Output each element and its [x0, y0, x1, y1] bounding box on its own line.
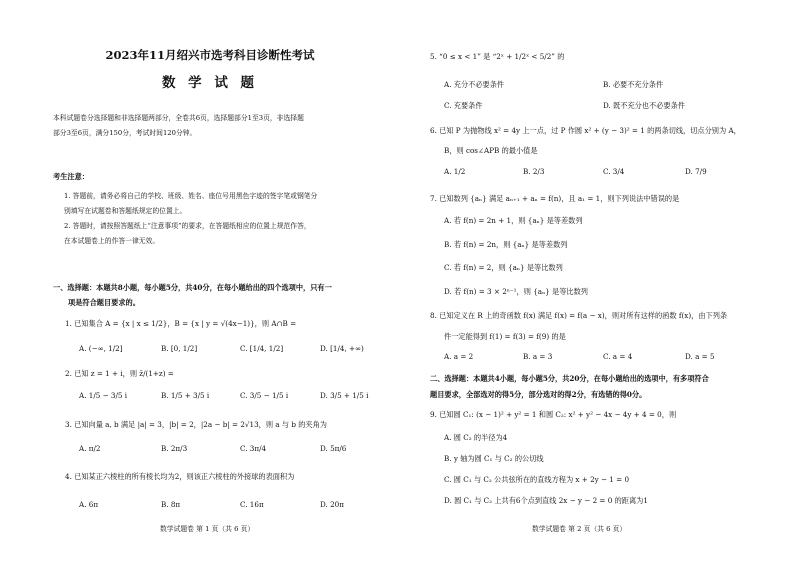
q5-stem: 5. “0 ≤ x < 1” 是 “2ˣ + 1/2ˣ < 5/2” 的: [430, 52, 565, 61]
q6-stem-line-2: B，则 cos∠APB 的最小值是: [444, 146, 538, 155]
exam-title: 2023年11月绍兴市选考科目诊断性考试: [105, 48, 315, 62]
q3-option-b: B. 2π/3: [161, 444, 188, 453]
q1-option-d: D. [1/4, +∞): [320, 344, 364, 353]
q7-option-d: D. 若 f(n) = 3 × 2ⁿ⁻¹，则 {aₙ} 是等比数列: [444, 287, 588, 296]
q8-option-b: B. a = 3: [523, 352, 553, 361]
q2-stem: 2. 已知 z = 1 + i，则 z̄/(1+z) =: [65, 369, 174, 378]
notice-line-1: 1. 答题前，请务必将自己的学校、班级、姓名、座位号用黑色字迹的签字笔或钢笔分: [64, 192, 318, 200]
notice-heading: 考生注意：: [53, 172, 89, 181]
q3-stem: 3. 已知向量 a, b 满足 |a| = 3，|b| = 2，|2a − b| = 2√13，则 a 与 b 的夹角为: [65, 420, 327, 429]
intro-line-2: 部分3至6页，满分150分，考试时间120分钟。: [53, 129, 197, 137]
q8-option-a: A. a = 2: [444, 352, 474, 361]
section-2-line-2: 题目要求，全部选对的得5分，部分选对的得2分，有选错的得0分。: [430, 390, 647, 399]
q9-option-d: D. 圆 C₁ 与 C₂ 上共有6个点到直线 2x − y − 2 = 0 的距离为1: [444, 496, 648, 505]
q4-option-c: C. 16π: [240, 500, 264, 509]
q6-stem-line-1: 6. 已知 P 为抛物线 x² = 4y 上一点，过 P 作圆 x² + (y − 3)² = 1 的两条切线，切点分别为 A，: [430, 126, 741, 135]
q7-stem: 7. 已知数列 {aₙ} 满足 aₙ₊₁ + aₙ = f(n)，且 a₁ = 1，则下列说法中错误的是: [430, 194, 680, 203]
q9-option-a: A. 圆 C₂ 的半径为4: [444, 433, 508, 442]
q5-option-c: C. 充要条件: [444, 101, 483, 110]
q9-option-c: C. 圆 C₁ 与 C₂ 公共弦所在的直线方程为 x + 2y − 1 = 0: [444, 475, 630, 484]
q1-option-b: B. [0, 1/2]: [161, 344, 198, 353]
q8-stem-line-1: 8. 已知定义在 R 上的奇函数 f(x) 满足 f(x) = f(a − x)，则对所有这样的函数 f(x)，由下列条: [430, 311, 728, 320]
notice-line-4: 在本试题卷上的作答一律无效。: [64, 237, 160, 245]
q3-option-c: C. 3π/4: [240, 444, 267, 453]
intro-line-1: 本科试题卷分选择题和非选择题两部分，全卷共6页，选择题部分1至3页，非选择题: [53, 114, 304, 122]
q3-option-a: A. π/2: [79, 444, 101, 453]
q4-option-a: A. 6π: [79, 500, 99, 509]
q4-option-d: D. 20π: [320, 500, 344, 509]
q8-option-c: C. a = 4: [603, 352, 633, 361]
exam-subtitle: 数 学 试 题: [161, 75, 259, 91]
q2-option-d: D. 3/5 + 1/5 i: [320, 391, 369, 400]
q5-option-d: D. 既不充分也不必要条件: [603, 101, 685, 110]
page-2-footer: 数学试题卷 第 2 页（共 6 页）: [532, 525, 627, 533]
q2-option-c: C. 3/5 − 1/5 i: [240, 391, 289, 400]
q4-stem: 4. 已知某正六棱柱的所有棱长均为2，则该正六棱柱的外接球的表面积为: [65, 472, 295, 481]
q6-option-a: A. 1/2: [444, 167, 466, 176]
q6-option-b: B. 2/3: [523, 167, 545, 176]
q7-option-a: A. 若 f(n) = 2n + 1，则 {aₙ} 是等差数列: [444, 216, 583, 225]
q1-stem: 1. 已知集合 A = {x | x ≤ 1/2}，B = {x | y = √(4x−1)}，则 A∩B =: [65, 319, 297, 328]
section-1-line-1: 一、选择题：本题共8小题，每小题5分，共40分，在每小题给出的四个选项中，只有一: [53, 283, 332, 292]
q7-option-c: C. 若 f(n) = 2，则 {aₙ} 是等比数列: [444, 263, 563, 272]
q6-option-d: D. 7/9: [685, 167, 707, 176]
notice-line-2: 别填写在试题卷和答题纸规定的位置上。: [64, 207, 187, 215]
page-1-footer: 数学试题卷 第 1 页（共 6 页）: [160, 525, 255, 533]
q5-option-a: A. 充分不必要条件: [444, 80, 505, 89]
q2-option-a: A. 1/5 − 3/5 i: [79, 391, 128, 400]
q1-option-a: A. (−∞, 1/2]: [79, 344, 123, 353]
q3-option-d: D. 5π/6: [320, 444, 347, 453]
section-2-line-1: 二、选择题：本题共4小题，每小题5分，共20分，在每小题给出的选项中，有多项符合: [430, 374, 709, 383]
page-2: [397, 0, 794, 561]
q9-stem: 9. 已知圆 C₁: (x − 1)² + y² = 1 和圆 C₂: x² + y² − 4x − 4y + 4 = 0，则: [430, 410, 677, 419]
q8-option-d: D. a = 5: [685, 352, 715, 361]
section-1-line-2: 项是符合题目要求的。: [68, 298, 140, 307]
q9-option-b: B. y 轴为圆 C₁ 与 C₂ 的公切线: [444, 454, 544, 463]
q1-option-c: C. [1/4, 1/2]: [240, 344, 284, 353]
notice-line-3: 2. 答题时，请按照答题纸上“注意事项”的要求，在答题纸相应的位置上规范作答，: [64, 222, 311, 230]
q5-option-b: B. 必要不充分条件: [603, 80, 664, 89]
q4-option-b: B. 8π: [161, 500, 181, 509]
q6-option-c: C. 3/4: [603, 167, 625, 176]
q2-option-b: B. 1/5 + 3/5 i: [161, 391, 210, 400]
q7-option-b: B. 若 f(n) = 2n，则 {aₙ} 是等差数列: [444, 240, 568, 249]
q8-stem-line-2: 件一定能得到 f(1) = f(3) = f(9) 的是: [444, 332, 566, 341]
